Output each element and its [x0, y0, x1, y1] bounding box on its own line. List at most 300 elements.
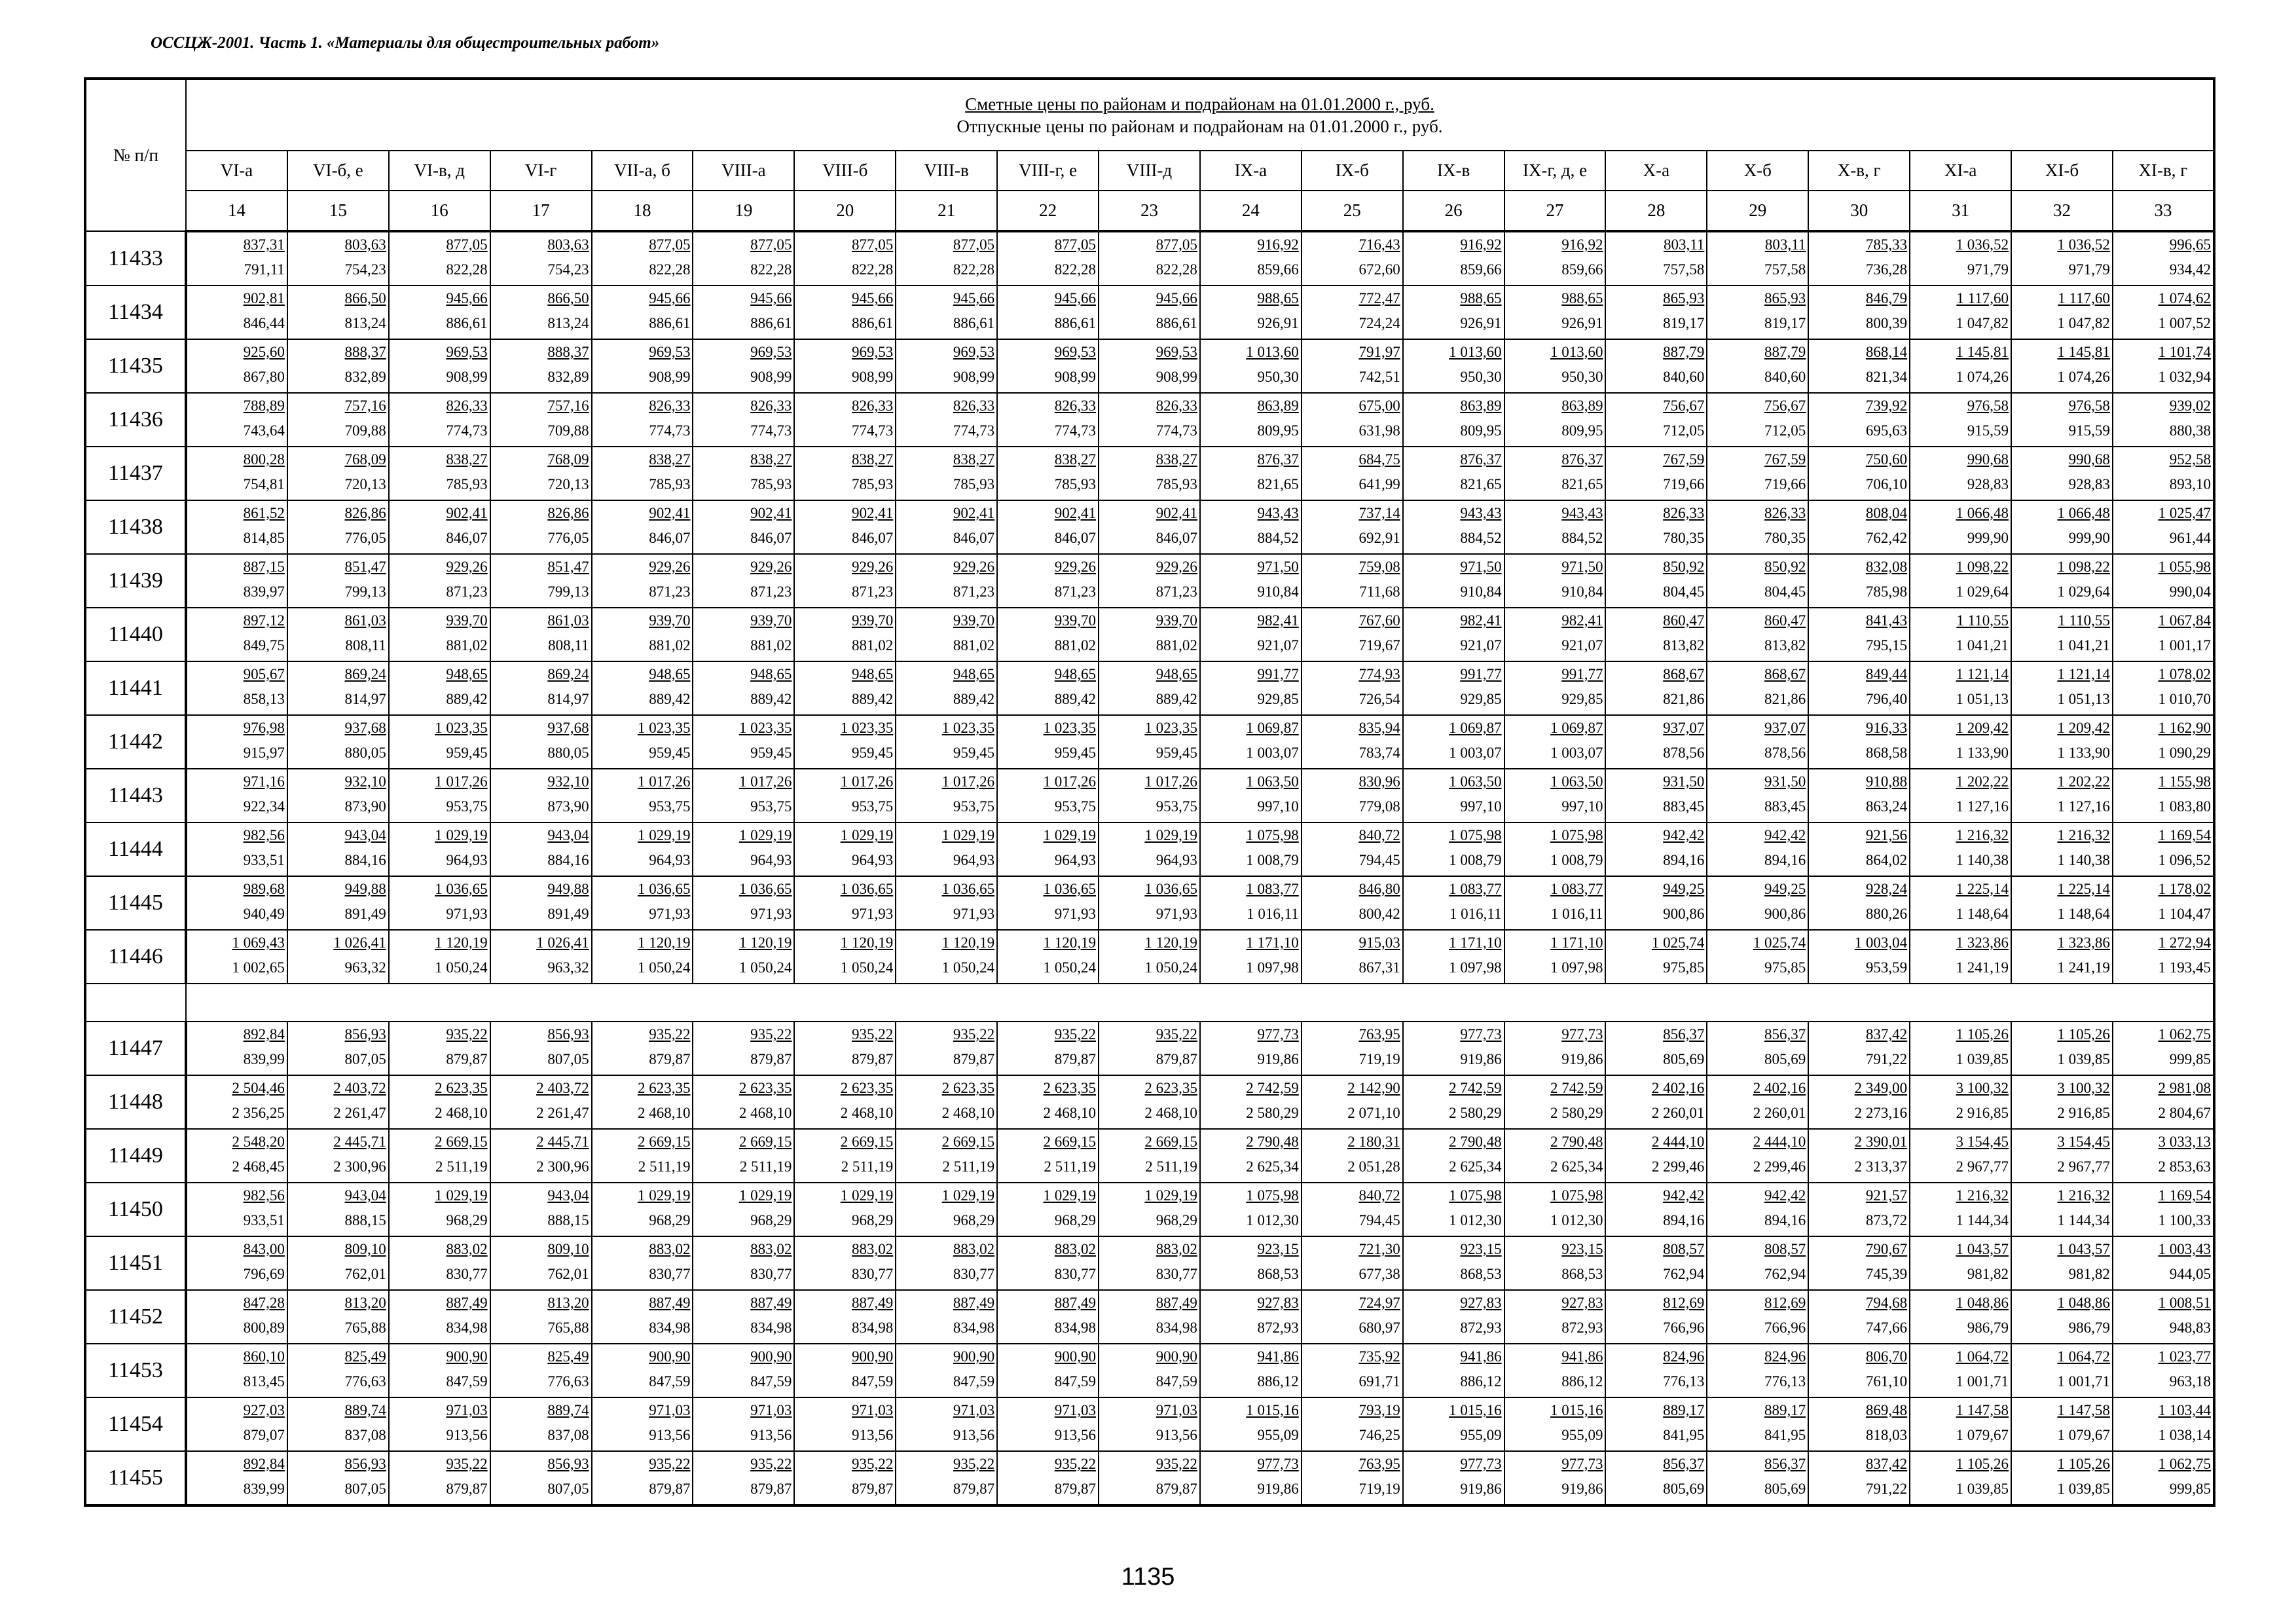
estimate-price: 883,02 — [953, 1241, 995, 1257]
estimate-price: 3 100,32 — [2057, 1080, 2110, 1096]
estimate-price: 1 036,65 — [1043, 881, 1097, 897]
release-price: 1 008,79 — [1449, 852, 1502, 868]
price-cell — [997, 769, 1099, 822]
release-price: 886,12 — [1561, 1373, 1603, 1390]
release-price: 880,26 — [1865, 906, 1908, 922]
estimate-price: 856,93 — [547, 1026, 589, 1043]
release-price: 736,28 — [1865, 261, 1908, 278]
release-price: 785,93 — [953, 476, 995, 492]
release-price: 1 047,82 — [2057, 315, 2110, 331]
release-price: 929,85 — [1257, 691, 1299, 707]
release-price: 883,45 — [1764, 798, 1806, 815]
price-cell — [592, 1451, 693, 1505]
column-number: 14 — [186, 191, 287, 231]
estimate-price: 803,11 — [1663, 236, 1705, 253]
estimate-price: 948,65 — [750, 666, 792, 682]
estimate-price: 877,05 — [446, 236, 488, 253]
release-price: 880,05 — [547, 745, 589, 761]
estimate-price: 971,03 — [851, 1402, 894, 1418]
estimate-price: 971,16 — [243, 773, 285, 790]
table-row — [85, 715, 2214, 769]
price-cell — [997, 447, 1099, 500]
estimate-price: 826,33 — [1054, 397, 1097, 414]
release-price: 894,16 — [1663, 1212, 1705, 1228]
estimate-price: 902,41 — [649, 505, 691, 521]
price-cell — [389, 500, 490, 554]
release-price: 879,87 — [750, 1481, 792, 1497]
estimate-price: 945,66 — [750, 290, 792, 306]
release-price: 1 241,19 — [2057, 959, 2110, 976]
release-price: 2 580,29 — [1246, 1105, 1299, 1121]
price-cell — [794, 500, 896, 554]
price-cell — [592, 769, 693, 822]
price-cell — [794, 876, 896, 930]
row-number: 11455 — [85, 1451, 186, 1505]
price-cell — [2011, 1397, 2113, 1451]
table-title — [186, 79, 2214, 151]
release-price: 915,97 — [243, 745, 285, 761]
price-cell — [794, 608, 896, 661]
release-price: 953,75 — [1156, 798, 1197, 815]
price-cell — [287, 231, 389, 286]
estimate-price: 948,65 — [953, 666, 995, 682]
price-cell — [186, 500, 287, 554]
estimate-price: 883,02 — [1156, 1241, 1197, 1257]
price-cell — [2113, 500, 2214, 554]
price-cell — [1200, 1129, 1302, 1183]
release-price: 889,42 — [1054, 691, 1097, 707]
release-price: 762,42 — [1865, 530, 1908, 546]
price-cell — [1910, 1397, 2011, 1451]
price-cell — [2011, 930, 2113, 984]
release-price: 2 580,29 — [1449, 1105, 1502, 1121]
release-price: 879,87 — [446, 1481, 488, 1497]
price-cell — [693, 715, 794, 769]
table-row — [85, 447, 2214, 500]
release-price: 1 148,64 — [2057, 906, 2110, 922]
estimate-price: 767,60 — [1358, 612, 1400, 629]
price-cell — [592, 393, 693, 447]
release-price: 794,45 — [1358, 852, 1400, 868]
estimate-price: 1 105,26 — [1956, 1026, 2009, 1043]
release-price: 999,90 — [2068, 530, 2110, 546]
estimate-price: 763,95 — [1358, 1026, 1400, 1043]
release-price: 880,05 — [344, 745, 386, 761]
price-cell — [389, 1290, 490, 1344]
release-price: 2 468,45 — [232, 1158, 285, 1175]
release-price: 881,02 — [446, 637, 488, 654]
price-cell — [1302, 231, 1403, 286]
price-cell — [693, 1397, 794, 1451]
estimate-price: 1 063,50 — [1246, 773, 1299, 790]
release-price: 953,75 — [446, 798, 488, 815]
price-cell — [490, 447, 592, 500]
row-number: 11446 — [85, 930, 186, 984]
release-price: 859,66 — [1257, 261, 1299, 278]
estimate-price: 969,53 — [851, 344, 894, 360]
estimate-price: 937,07 — [1663, 720, 1705, 736]
estimate-price: 757,16 — [547, 397, 589, 414]
estimate-price: 1 023,77 — [2158, 1348, 2211, 1365]
release-price: 2 511,19 — [435, 1158, 488, 1175]
release-price: 910,84 — [1460, 583, 1502, 600]
price-cell — [1504, 1451, 1606, 1505]
estimate-price: 2 142,90 — [1347, 1080, 1400, 1096]
estimate-price: 856,93 — [547, 1456, 589, 1472]
price-cell — [1605, 231, 1707, 286]
price-cell — [389, 1236, 490, 1290]
release-price: 879,87 — [649, 1481, 691, 1497]
release-price: 968,29 — [1156, 1212, 1197, 1228]
estimate-price: 943,43 — [1460, 505, 1502, 521]
estimate-price: 1 216,32 — [1956, 1187, 2009, 1204]
estimate-price: 863,89 — [1257, 397, 1299, 414]
estimate-price: 877,05 — [1054, 236, 1097, 253]
estimate-price: 927,03 — [243, 1402, 285, 1418]
release-price: 997,10 — [1561, 798, 1603, 815]
release-price: 964,93 — [750, 852, 792, 868]
release-price: 1 193,45 — [2158, 959, 2211, 976]
region-header: VIII-б — [794, 151, 896, 191]
price-cell — [1707, 286, 1808, 339]
estimate-price: 971,03 — [1054, 1402, 1097, 1418]
release-price: 889,42 — [953, 691, 995, 707]
release-price: 847,59 — [851, 1373, 894, 1390]
price-cell — [794, 822, 896, 876]
release-price: 959,45 — [750, 745, 792, 761]
price-cell — [693, 286, 794, 339]
release-price: 796,69 — [243, 1266, 285, 1282]
estimate-price: 826,33 — [851, 397, 894, 414]
price-cell — [1302, 1129, 1403, 1183]
estimate-price: 2 742,59 — [1550, 1080, 1603, 1096]
estimate-price: 812,69 — [1663, 1295, 1705, 1311]
release-price: 2 468,10 — [1043, 1105, 1097, 1121]
price-cell — [1707, 715, 1808, 769]
release-price: 879,87 — [750, 1051, 792, 1067]
release-price: 840,60 — [1764, 369, 1806, 385]
estimate-price: 1 064,72 — [1956, 1348, 2009, 1365]
release-price: 1 029,64 — [2057, 583, 2110, 600]
price-cell — [896, 822, 997, 876]
price-cell — [1808, 876, 1910, 930]
release-price: 839,99 — [243, 1481, 285, 1497]
price-cell — [2011, 339, 2113, 393]
release-price: 846,07 — [446, 530, 488, 546]
price-cell — [1910, 930, 2011, 984]
release-price: 955,09 — [1460, 1427, 1502, 1443]
release-price: 2 967,77 — [2057, 1158, 2110, 1175]
release-price: 950,30 — [1561, 369, 1603, 385]
estimate-price: 832,08 — [1865, 559, 1908, 575]
release-price: 847,59 — [649, 1373, 691, 1390]
price-cell — [2011, 1183, 2113, 1236]
price-cell — [592, 822, 693, 876]
price-cell — [2113, 1451, 2214, 1505]
release-price: 2 468,10 — [1144, 1105, 1197, 1121]
estimate-price: 2 180,31 — [1347, 1134, 1400, 1150]
price-cell — [794, 715, 896, 769]
release-price: 940,49 — [243, 906, 285, 922]
release-price: 921,07 — [1257, 637, 1299, 654]
release-price: 955,09 — [1561, 1427, 1603, 1443]
price-cell — [2113, 1397, 2214, 1451]
estimate-price: 2 445,71 — [333, 1134, 386, 1150]
price-table — [84, 77, 2215, 1507]
estimate-price: 969,53 — [1054, 344, 1097, 360]
price-cell — [1504, 876, 1606, 930]
estimate-price: 1 017,26 — [840, 773, 894, 790]
release-price: 871,23 — [953, 583, 995, 600]
estimate-price: 942,42 — [1764, 827, 1806, 843]
release-price: 747,66 — [1865, 1320, 1908, 1336]
price-cell — [389, 1183, 490, 1236]
release-price: 830,77 — [953, 1266, 995, 1282]
estimate-price: 721,30 — [1358, 1241, 1400, 1257]
table-row — [85, 500, 2214, 554]
release-price: 922,34 — [243, 798, 285, 815]
estimate-price: 3 033,13 — [2158, 1134, 2211, 1150]
row-number: 11448 — [85, 1075, 186, 1129]
release-price: 919,86 — [1257, 1051, 1299, 1067]
price-cell — [2011, 286, 2113, 339]
estimate-price: 716,43 — [1358, 236, 1400, 253]
price-cell — [2011, 608, 2113, 661]
estimate-price: 877,05 — [953, 236, 995, 253]
release-price: 785,93 — [750, 476, 792, 492]
estimate-price: 840,72 — [1358, 1187, 1400, 1204]
release-price: 677,38 — [1358, 1266, 1400, 1282]
price-cell — [1403, 393, 1504, 447]
estimate-price: 869,24 — [344, 666, 386, 682]
price-cell — [1808, 447, 1910, 500]
estimate-price: 2 504,46 — [232, 1080, 285, 1096]
estimate-price: 790,67 — [1865, 1241, 1908, 1257]
estimate-price: 737,14 — [1358, 505, 1400, 521]
estimate-price: 902,41 — [851, 505, 894, 521]
release-price: 959,45 — [446, 745, 488, 761]
estimate-price: 935,22 — [750, 1026, 792, 1043]
price-cell — [1910, 393, 2011, 447]
estimate-price: 1 075,98 — [1246, 1187, 1299, 1204]
price-cell — [693, 608, 794, 661]
release-price: 919,86 — [1460, 1051, 1502, 1067]
release-price: 871,23 — [446, 583, 488, 600]
price-cell — [490, 1129, 592, 1183]
release-price: 908,99 — [851, 369, 894, 385]
release-price: 712,05 — [1663, 422, 1705, 439]
price-cell — [287, 661, 389, 715]
estimate-price: 2 790,48 — [1449, 1134, 1502, 1150]
estimate-price: 1 117,60 — [1956, 290, 2009, 306]
row-number: 11436 — [85, 393, 186, 447]
price-cell — [1605, 447, 1707, 500]
release-price: 774,73 — [1054, 422, 1097, 439]
price-cell — [1605, 822, 1707, 876]
estimate-price: 971,03 — [1156, 1402, 1197, 1418]
row-number: 11453 — [85, 1344, 186, 1397]
release-price: 921,07 — [1561, 637, 1603, 654]
price-cell — [1504, 1290, 1606, 1344]
price-cell — [1808, 1451, 1910, 1505]
price-cell — [2113, 1344, 2214, 1397]
release-price: 884,52 — [1257, 530, 1299, 546]
table-row — [85, 339, 2214, 393]
price-cell — [1910, 1344, 2011, 1397]
price-cell — [997, 1397, 1099, 1451]
price-cell — [186, 1075, 287, 1129]
estimate-price: 883,02 — [851, 1241, 894, 1257]
estimate-price: 791,97 — [1358, 344, 1400, 360]
price-cell — [1808, 554, 1910, 608]
estimate-price: 900,90 — [1156, 1348, 1197, 1365]
table-row — [85, 1022, 2214, 1075]
price-cell — [1605, 286, 1707, 339]
price-cell — [1099, 608, 1200, 661]
price-cell — [1605, 1451, 1707, 1505]
release-price: 795,15 — [1865, 637, 1908, 654]
estimate-price: 838,27 — [1054, 451, 1097, 468]
release-price: 1 003,07 — [1246, 745, 1299, 761]
price-cell — [490, 1236, 592, 1290]
price-cell — [1910, 876, 2011, 930]
estimate-price: 991,77 — [1460, 666, 1502, 682]
release-price: 919,86 — [1561, 1481, 1603, 1497]
release-price: 791,22 — [1865, 1481, 1908, 1497]
estimate-price: 935,22 — [446, 1026, 488, 1043]
price-cell — [1707, 876, 1808, 930]
release-price: 953,75 — [1054, 798, 1097, 815]
price-cell — [2113, 554, 2214, 608]
estimate-price: 921,57 — [1865, 1187, 1908, 1204]
release-price: 873,90 — [547, 798, 589, 815]
release-price: 780,35 — [1764, 530, 1806, 546]
release-price: 997,10 — [1460, 798, 1502, 815]
price-cell — [1605, 1129, 1707, 1183]
estimate-price: 2 669,15 — [435, 1134, 488, 1150]
price-cell — [794, 1236, 896, 1290]
release-price: 847,59 — [953, 1373, 995, 1390]
release-price: 695,63 — [1865, 422, 1908, 439]
estimate-price: 1 147,58 — [1956, 1402, 2009, 1418]
price-cell — [1910, 661, 2011, 715]
price-cell — [389, 1451, 490, 1505]
estimate-price: 756,67 — [1764, 397, 1806, 414]
estimate-price: 971,03 — [649, 1402, 691, 1418]
estimate-price: 2 669,15 — [1043, 1134, 1097, 1150]
estimate-price: 1 103,44 — [2158, 1402, 2211, 1418]
estimate-price: 856,37 — [1663, 1456, 1705, 1472]
estimate-price: 1 162,90 — [2158, 720, 2211, 736]
estimate-price: 996,65 — [2169, 236, 2211, 253]
estimate-price: 2 742,59 — [1246, 1080, 1299, 1096]
release-price: 889,42 — [649, 691, 691, 707]
estimate-price: 3 154,45 — [2057, 1134, 2110, 1150]
estimate-price: 1 029,19 — [1144, 1187, 1197, 1204]
estimate-price: 937,68 — [547, 720, 589, 736]
estimate-price: 1 120,19 — [637, 934, 691, 951]
price-cell — [794, 393, 896, 447]
price-cell — [1707, 1344, 1808, 1397]
estimate-price: 774,93 — [1358, 666, 1400, 682]
release-price: 868,53 — [1257, 1266, 1299, 1282]
estimate-price: 977,73 — [1257, 1456, 1299, 1472]
estimate-price: 892,84 — [243, 1456, 285, 1472]
estimate-price: 1 098,22 — [2057, 559, 2110, 575]
price-cell — [1099, 1129, 1200, 1183]
price-cell — [1707, 1451, 1808, 1505]
separator-cell — [186, 984, 2214, 1022]
estimate-price: 929,26 — [953, 559, 995, 575]
release-price: 1 241,19 — [1956, 959, 2009, 976]
price-cell — [1808, 769, 1910, 822]
release-price: 818,03 — [1865, 1427, 1908, 1443]
estimate-price: 877,05 — [1156, 236, 1197, 253]
estimate-price: 1 036,65 — [1144, 881, 1197, 897]
price-cell — [2113, 661, 2214, 715]
release-price: 821,86 — [1663, 691, 1705, 707]
release-price: 807,05 — [344, 1481, 386, 1497]
price-cell — [389, 1075, 490, 1129]
price-cell — [1099, 715, 1200, 769]
price-cell — [490, 1075, 592, 1129]
table-row — [85, 930, 2214, 984]
price-cell — [1504, 1344, 1606, 1397]
release-price: 959,45 — [1156, 745, 1197, 761]
price-cell — [592, 1397, 693, 1451]
region-header: VI-г — [490, 151, 592, 191]
release-price: 2 580,29 — [1550, 1105, 1603, 1121]
release-price: 709,88 — [547, 422, 589, 439]
release-price: 999,85 — [2169, 1051, 2211, 1067]
release-price: 915,59 — [1967, 422, 2009, 439]
price-cell — [1808, 715, 1910, 769]
price-cell — [1403, 1129, 1504, 1183]
estimate-price: 1 075,98 — [1449, 827, 1502, 843]
estimate-price: 2 390,01 — [1854, 1134, 1908, 1150]
estimate-price: 945,66 — [1156, 290, 1197, 306]
price-cell — [592, 1183, 693, 1236]
price-cell — [2113, 1183, 2214, 1236]
release-price: 867,80 — [243, 369, 285, 385]
release-price: 889,42 — [851, 691, 894, 707]
price-cell — [490, 661, 592, 715]
estimate-price: 1 063,50 — [1449, 773, 1502, 790]
release-price: 1 012,30 — [1449, 1212, 1502, 1228]
release-price: 834,98 — [446, 1320, 488, 1336]
price-cell — [1099, 661, 1200, 715]
column-number: 22 — [997, 191, 1099, 231]
estimate-price: 1 023,35 — [1043, 720, 1097, 736]
release-price: 2 260,01 — [1753, 1105, 1806, 1121]
price-cell — [389, 661, 490, 715]
price-cell — [1707, 1022, 1808, 1075]
region-header: IX-а — [1200, 151, 1302, 191]
release-price: 1 001,71 — [2057, 1373, 2110, 1390]
estimate-price: 910,88 — [1865, 773, 1908, 790]
price-cell — [693, 500, 794, 554]
release-price: 1 090,29 — [2158, 745, 2211, 761]
price-cell — [490, 339, 592, 393]
price-cell — [1200, 1236, 1302, 1290]
release-price: 822,28 — [446, 261, 488, 278]
release-price: 975,85 — [1663, 959, 1705, 976]
release-price: 2 511,19 — [638, 1158, 691, 1175]
price-cell — [1302, 1397, 1403, 1451]
estimate-price: 935,22 — [1156, 1456, 1197, 1472]
price-cell — [490, 1290, 592, 1344]
release-price: 1 096,52 — [2158, 852, 2211, 868]
